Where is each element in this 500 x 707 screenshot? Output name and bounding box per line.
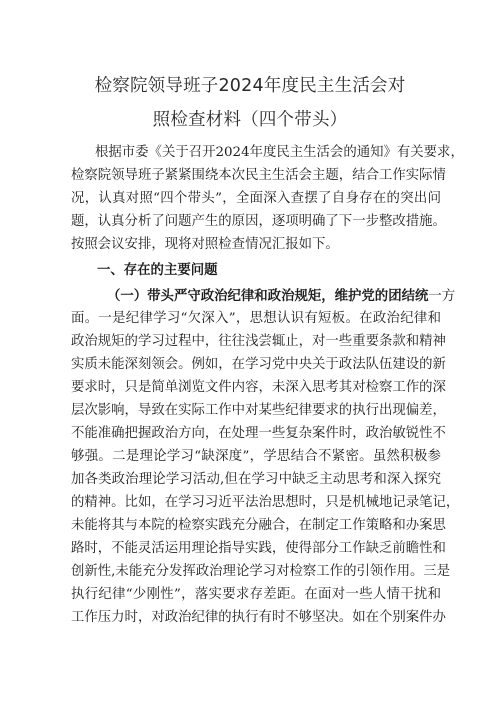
body-line: [107, 288, 456, 304]
body-line: 不能准确把握政治方向，在处理一些复杂案件时，政治敏锐性不: [71, 426, 446, 441]
body-line: 根据市委《关于召开2024年度民主生活会的通知》有关要求，: [95, 145, 464, 160]
body-line: 工作压力时，对政治纪律的执行有时不够坚决。如在个别案件办: [71, 610, 446, 625]
body-line: 要求时，只是简单浏览文件内容，未深入思考其对检察工作的深: [71, 380, 446, 395]
body-line: 加各类政治理论学习活动,但在学习中缺乏主动思考和深入探究: [71, 472, 441, 487]
body-line: 创新性,未能充分发挥政治理论学习对检察工作的引领作用。三是: [71, 564, 451, 579]
body-line: 未能将其与本院的检察实践充分融合，在制定工作策略和办案思: [71, 518, 446, 533]
document-title-line-2: 照检查材料（四个带头）: [152, 110, 348, 130]
body-line: 执行纪律“少刚性”，落实要求存差距。在面对一些人情干扰和: [71, 587, 441, 602]
body-line: 面。一是纪律学习“欠深入”，思想认识有短板。在政治纪律和: [71, 311, 441, 326]
document-title-line-1: 检察院领导班子2024年度民主生活会对: [94, 76, 406, 96]
body-line: 检察院领导班子紧紧围绕本次民主生活会主题，结合工作实际情: [71, 168, 446, 183]
body-line: 层次影响，导致在实际工作中对某些纪律要求的执行出现偏差，: [71, 403, 446, 418]
section-heading-continuation: 一方: [428, 289, 456, 304]
body-line: 的精神。比如，在学习习近平法治思想时，只是机械地记录笔记，: [71, 495, 460, 510]
body-line: 况，认真对照“四个带头”，全面深入查摆了自身存在的突出问: [71, 191, 441, 206]
body-line: 按照会议安排，现将对照检查情况汇报如下。: [71, 237, 339, 252]
body-line: 实质未能深刻领会。例如，在学习党中央关于政法队伍建设的新: [71, 357, 446, 372]
body-line: 政治规矩的学习过程中，往往浅尝辄止，对一些重要条款和精神: [71, 334, 446, 349]
body-line: 一、存在的主要问题: [97, 262, 218, 278]
body-line: 题，认真分析了问题产生的原因，逐项明确了下一步整改措施。: [71, 214, 446, 229]
body-line: 路时，不能灵活运用理论指导实践，使得部分工作缺乏前瞻性和: [71, 541, 446, 556]
body-line: 够强。二是理论学习“缺深度”，学思结合不紧密。虽然积极参: [71, 449, 441, 464]
section-heading-text: （一）带头严守政治纪律和政治规矩，维护党的团结统: [107, 288, 429, 304]
